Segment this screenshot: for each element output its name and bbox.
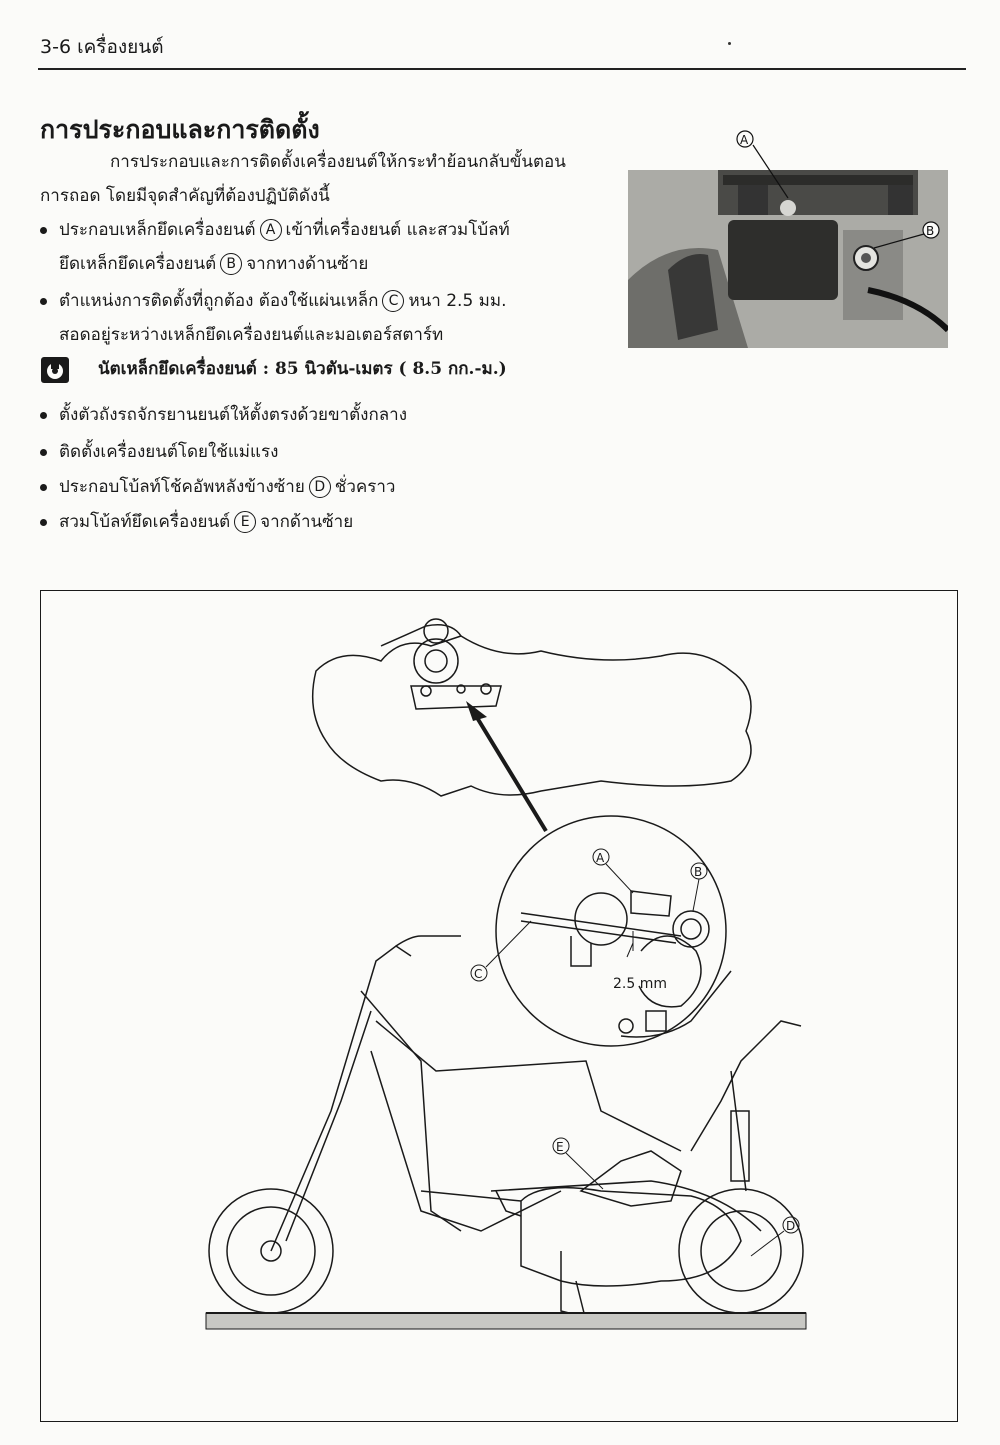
intro-line-2: การถอด โดยมีจุดสำคัญที่ต้องปฏิบัติดังนี้ bbox=[40, 186, 330, 206]
bullet-dot bbox=[40, 298, 47, 305]
callout-e: E bbox=[234, 511, 256, 533]
svg-text:A: A bbox=[740, 133, 749, 147]
torque-wrench-icon bbox=[40, 356, 70, 384]
figure-callout-a: A bbox=[596, 851, 605, 865]
bullet-3: ตั้งตัวถังรถจักรยานยนต์ให้ตั้งตรงด้วยขาตั้งกลาง bbox=[40, 398, 407, 432]
assembly-figure bbox=[40, 590, 958, 1422]
svg-text:B: B bbox=[926, 224, 935, 238]
scan-speck bbox=[728, 42, 731, 45]
callout-b: B bbox=[220, 253, 242, 275]
callout-d: D bbox=[309, 476, 331, 498]
callout-a: A bbox=[260, 219, 282, 241]
callout-c: C bbox=[382, 290, 404, 312]
figure-callout-d: D bbox=[786, 1219, 796, 1233]
figure-callout-b: B bbox=[694, 865, 703, 879]
dimension-label: 2.5 mm bbox=[613, 976, 667, 992]
engine-frame-diagram bbox=[41, 591, 957, 1421]
header-rule bbox=[38, 68, 966, 70]
bullet-4: ติดตั้งเครื่องยนต์โดยใช้แม่แรง bbox=[40, 435, 278, 469]
figure-callout-e: E bbox=[556, 1140, 564, 1154]
bullet-dot bbox=[40, 227, 47, 234]
bullet-5: ประกอบโบ้ลท์โช้คอัพหลังข้างซ้าย D ชั่วคราว bbox=[40, 470, 395, 504]
bullet-1: ประกอบเหล็กยึดเครื่องยนต์ A เข้าที่เครื่องยนต์ และสวมโบ้ลท์ bbox=[40, 213, 510, 247]
bullet-dot bbox=[40, 412, 47, 419]
torque-spec: นัตเหล็กยึดเครื่องยนต์ : 85 นิวตัน-เมตร ( 8.5 กก.-ม.) bbox=[40, 355, 507, 384]
bullet-1-line-2: ยึดเหล็กยึดเครื่องยนต์ B จากทางด้านซ้าย bbox=[59, 254, 369, 274]
bullet-2-line-2: สอดอยู่ระหว่างเหล็กยึดเครื่องยนต์และมอเตอร์สตาร์ท bbox=[59, 325, 444, 345]
bullet-dot bbox=[40, 484, 47, 491]
page-header: 3-6 เครื่องยนต์ bbox=[40, 36, 164, 58]
engine-bracket-photo bbox=[628, 130, 948, 348]
figure-callout-c: C bbox=[474, 967, 483, 981]
bullet-2: ตำแหน่งการติดตั้งที่ถูกต้อง ต้องใช้แผ่นเหล็ก C หนา 2.5 มม. bbox=[40, 284, 507, 318]
bullet-dot bbox=[40, 449, 47, 456]
intro-line-1: การประกอบและการติดตั้งเครื่องยนต์ให้กระทำย้อนกลับขั้นตอน bbox=[110, 152, 566, 172]
section-title: การประกอบและการติดตั้ง bbox=[40, 115, 320, 144]
bullet-dot bbox=[40, 519, 47, 526]
bullet-6: สวมโบ้ลท์ยึดเครื่องยนต์ E จากด้านซ้าย bbox=[40, 505, 353, 539]
